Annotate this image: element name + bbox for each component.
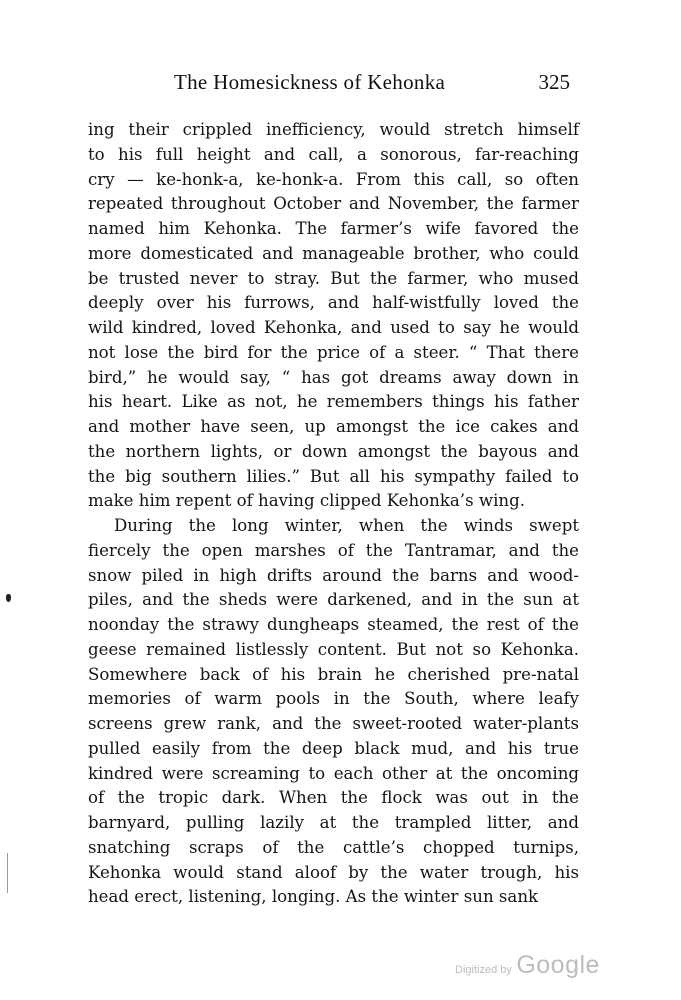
text-line: Kehonka would stand aloof by the water trough, his — [88, 862, 579, 882]
margin-ink-mark — [6, 594, 11, 602]
text-line: barnyard, pulling lazily at the trampled litter, and — [88, 813, 579, 832]
text-line: fiercely the open marshes of the Tantramar, and the — [88, 540, 579, 560]
text-line: repeated throughout October and November, the farmer — [88, 194, 579, 214]
text-line: During the long winter, when the winds swept — [114, 516, 579, 535]
text-line: of the tropic dark. When the flock was out in the — [88, 788, 579, 808]
text-line: wild kindred, loved Kehonka, and used to say he would — [88, 318, 579, 337]
text-line: geese remained listlessly content. But not so Kehonka. — [88, 639, 579, 659]
text-line: not lose the bird for the price of a steer. “ That there — [88, 342, 579, 362]
digitized-watermark — [455, 951, 600, 980]
paragraph — [88, 514, 579, 910]
running-title: The Homesickness of Kehonka — [174, 70, 446, 94]
page-header — [150, 70, 570, 96]
text-line: Somewhere back of his brain he cherished pre-natal — [88, 664, 579, 684]
text-line: to his full height and call, a sonorous, far-reaching — [88, 144, 579, 164]
text-line: noonday the strawy dungheaps steamed, the rest of the — [88, 615, 579, 634]
margin-scan-line — [7, 853, 8, 893]
text-line: and mother have seen, up amongst the ice cakes and — [88, 417, 579, 436]
text-line: make him repent of having clipped Kehonka’s wing. — [88, 491, 525, 511]
page-number: 325 — [538, 70, 570, 94]
text-line: more domesticated and manageable brother, who could — [88, 243, 579, 263]
text-line: piles, and the sheds were darkened, and in the sun at — [88, 590, 579, 610]
text-line: ing their crippled inefficiency, would stretch himself — [88, 120, 579, 139]
text-line: the big southern lilies.” But all his sympathy failed to — [88, 466, 579, 486]
watermark-prefix: Digitized by — [455, 964, 512, 976]
text-line: cry — ke-honk-a, ke-honk-a. From this call, so often — [88, 169, 579, 189]
paragraph — [88, 118, 579, 514]
text-line: head erect, listening, longing. As the winter sun sank — [88, 887, 539, 907]
text-line: be trusted never to stray. But the farmer, who mused — [88, 268, 579, 288]
text-line: deeply over his furrows, and half-wistfully loved the — [88, 293, 579, 313]
text-line: his heart. Like as not, he remembers things his father — [88, 392, 579, 412]
text-line: pulled easily from the deep black mud, and his true — [88, 738, 579, 758]
watermark-brand: Google — [516, 951, 600, 979]
text-line: the northern lights, or down amongst the bayous and — [88, 441, 579, 461]
text-line: kindred were screaming to each other at the oncoming — [88, 763, 579, 783]
text-line: memories of warm pools in the South, where leafy — [88, 689, 579, 709]
text-line: bird,” he would say, “ has got dreams away down in — [88, 367, 579, 387]
text-line: named him Kehonka. The farmer’s wife favored the — [88, 219, 579, 238]
text-line: snow piled in high drifts around the barns and wood- — [88, 565, 579, 585]
body-text — [88, 118, 579, 910]
text-line: snatching scraps of the cattle’s chopped turnips, — [88, 837, 579, 857]
text-line: screens grew rank, and the sweet-rooted water-plants — [88, 714, 579, 733]
